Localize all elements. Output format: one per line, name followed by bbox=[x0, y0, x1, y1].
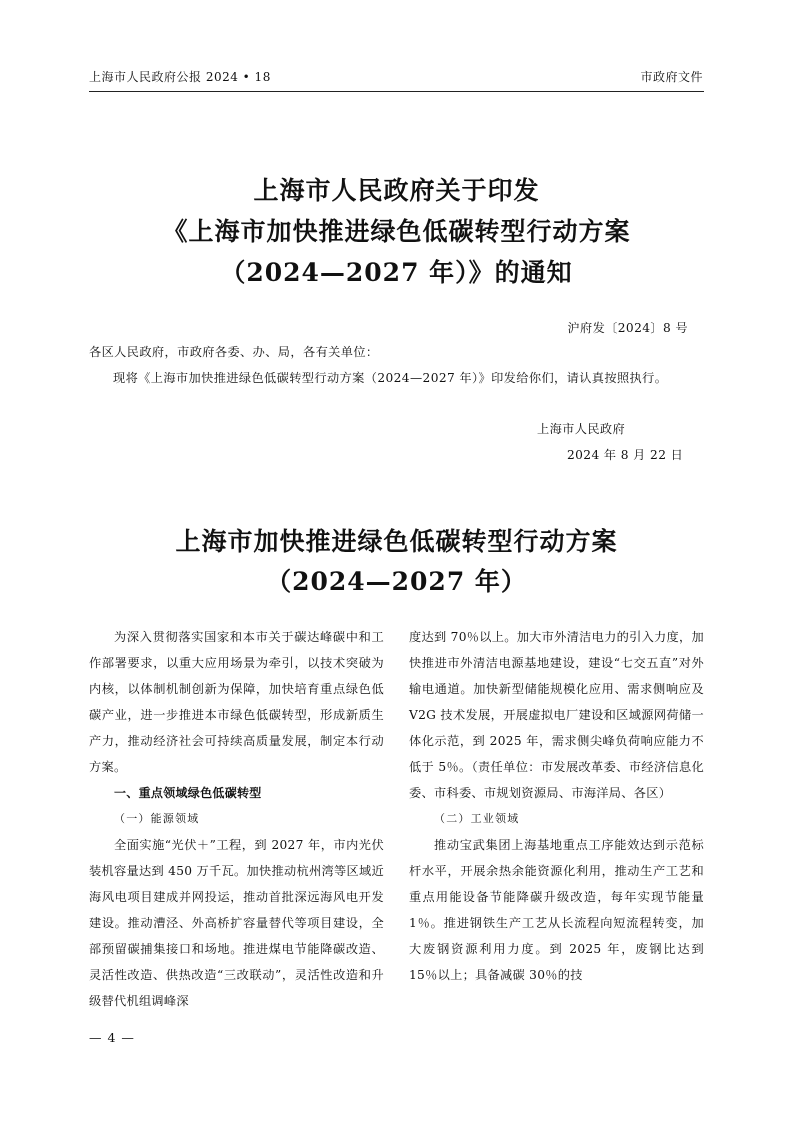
page-number: — 4 — bbox=[89, 1030, 135, 1045]
industry-paragraph: 推动宝武集团上海基地重点工序能效达到示范标杆水平，开展余热余能资源化利用，推动生产工艺和重点用能设备节能降碳升级改造，每年实现节能量 1％。推进钢铁生产工艺从长流程向短流程转变，加大废钢资源利用力度。到 2025 年，废钢比达到 15％以上；具备减碳 30％的技 bbox=[409, 838, 704, 982]
notice-date: 2024 年 8 月 22 日 bbox=[567, 448, 684, 462]
notice-addressee: 各区人民政府，市政府各委、办、局，各有关单位： bbox=[89, 345, 379, 359]
energy-paragraph: 全面实施“光伏＋”工程，到 2027 年，市内光伏装机容量达到 450 万千瓦。加快推动杭州湾等区域近海风电项目建成并网投运，推动首批深远海风电开发建设。推动漕泾、外高桥扩容量替代等项目建设，全部预留碳捕集接口和场地。推进煤电节能降碳改造、灵活性改造、供热改造“三改联动”，灵活性改造和升级替代机组调峰深 bbox=[89, 838, 384, 1008]
intro-paragraph: 为深入贯彻落实国家和本市关于碳达峰碳中和工作部署要求，以重大应用场景为牵引，以技术突破为内核，以体制机制创新为保障，加快培育重点绿色低碳产业，进一步推进本市绿色低碳转型，形成新质生产力，推动经济社会可持续高质量发展，制定本行动方案。 bbox=[89, 630, 384, 774]
subsection-heading-energy: （一）能源领域 bbox=[114, 812, 200, 825]
document-number: 沪府发〔2024〕8 号 bbox=[567, 321, 688, 335]
plan-title bbox=[89, 522, 704, 602]
notice-title-line: 《上海市加快推进绿色低碳转型行动方案 bbox=[162, 217, 631, 246]
plan-title-line: （2024—2027 年） bbox=[266, 567, 527, 596]
subsection-heading-industry: （二）工业领域 bbox=[434, 812, 520, 825]
notice-signer: 上海市人民政府 bbox=[537, 422, 626, 436]
header-section: 市政府文件 bbox=[640, 70, 703, 84]
notice-title-line: 上海市人民政府关于印发 bbox=[253, 176, 540, 205]
notice-title bbox=[89, 170, 704, 293]
section-heading: 一、重点领域绿色低碳转型 bbox=[114, 786, 262, 800]
plan-title-line: 上海市加快推进绿色低碳转型行动方案 bbox=[175, 527, 618, 556]
right-column bbox=[409, 624, 704, 988]
energy-paragraph-continued: 度达到 70％以上。加大市外清洁电力的引入力度，加快推进市外清洁电源基地建设，建设“七交五直”对外输电通道。加快新型储能规模化应用、需求侧响应及 V2G 技术发展，开展虚拟电厂建设和区域源网荷储一体化示范，到 2025 年，需求侧尖峰负荷响应能力不低于 5％。（责任单位：市发展改革委、市经济信息化委、市科委、市规划资源局、市海洋局、各区） bbox=[409, 630, 705, 800]
header-divider bbox=[89, 91, 704, 92]
notice-title-line: （2024—2027 年）》的通知 bbox=[220, 258, 573, 287]
notice-body: 现将《上海市加快推进绿色低碳转型行动方案（2024—2027 年）》印发给你们，请认真按照执行。 bbox=[113, 371, 668, 385]
left-column bbox=[89, 624, 384, 1014]
header-publication: 上海市人民政府公报 2024 • 18 bbox=[89, 70, 271, 84]
